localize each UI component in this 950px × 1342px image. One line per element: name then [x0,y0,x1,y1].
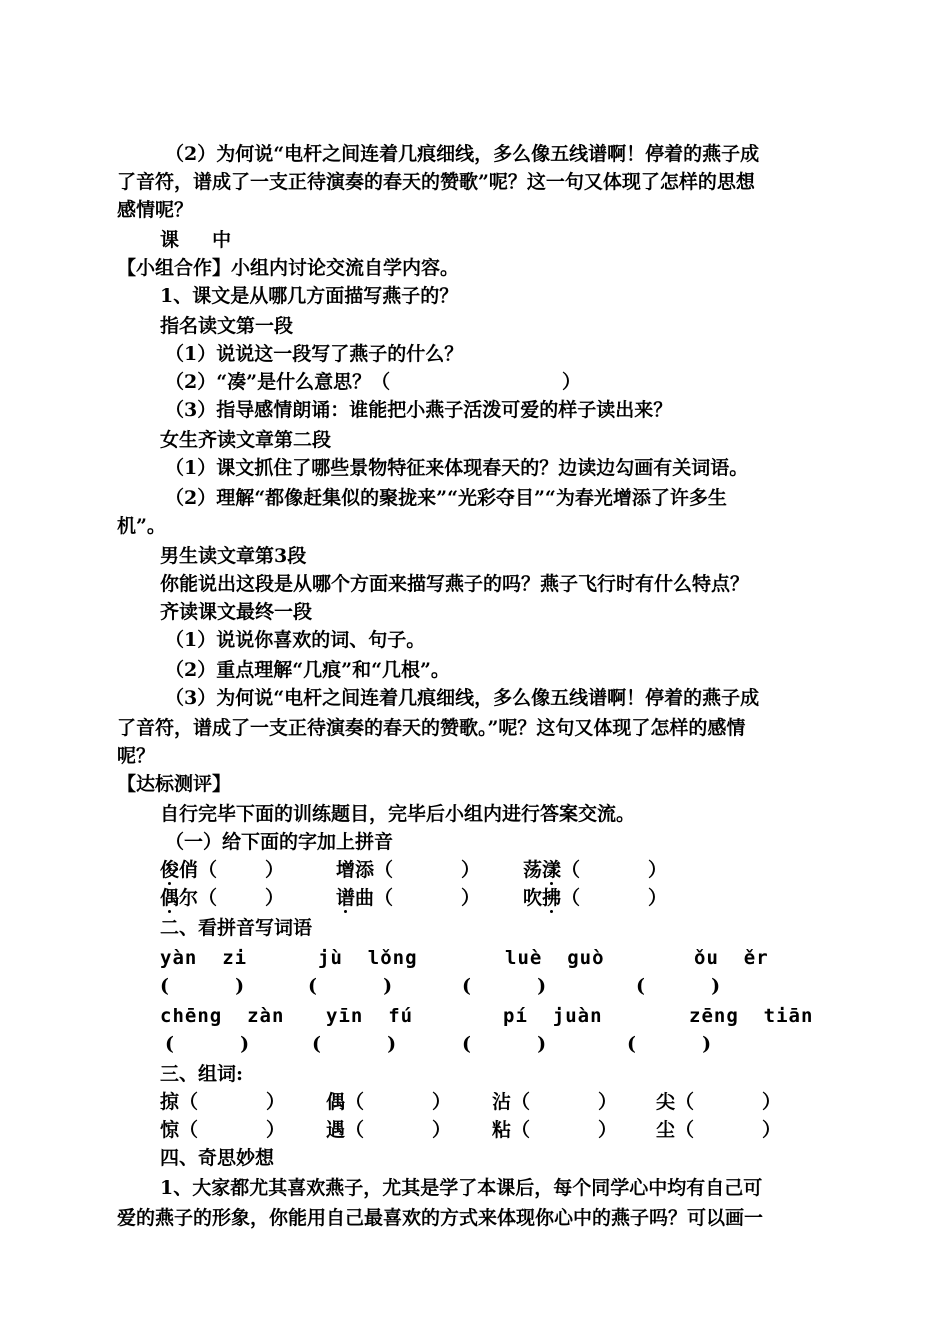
pinyin-word: chēng zàn [160,1005,285,1027]
paren: ） [648,887,668,909]
char: 吹 [523,887,543,909]
section-heading: 三、组词: [160,1063,244,1085]
paren: （ [675,1119,695,1141]
paren: ） [648,859,668,881]
text-line: 1、课文是从哪几方面描写燕子的？ [160,285,459,307]
exercise-item [523,856,667,884]
answer-blank: ( ) [308,975,393,997]
text-line: 机”。 [117,515,166,537]
char: 遇 [326,1119,346,1141]
text-line: 女生齐读文章第二段 [160,429,332,451]
paren: （ [179,1091,199,1113]
text-line: （2）“凑”是什么意思？（ ） [165,371,582,393]
dotted-char: 偶 [160,887,180,909]
text-line: 爱的燕子的形象，你能用自己最喜欢的方式来体现你心中的燕子吗？可以画一 [117,1207,764,1229]
char: 增添 [336,859,375,881]
zuci-item [326,1088,451,1116]
paren: ） [762,1119,782,1141]
answer-blank: ( ) [627,1033,712,1055]
paren: （ [511,1119,531,1141]
exercise-item [523,884,667,912]
zuci-item [160,1088,285,1116]
pinyin-word: yàn zi [160,947,248,969]
text-line: （2）理解“都像赶集似的聚拢来”“光彩夺目”“为春光增添了许多生 [165,487,727,509]
paren: ） [266,1119,286,1141]
char: 尘 [656,1119,676,1141]
paren: （ [561,887,581,909]
answer-blank: ( ) [636,975,721,997]
section-heading: 四、奇思妙想 [160,1147,275,1169]
paren: ） [432,1119,452,1141]
pinyin-word: ǒu ěr [694,947,769,969]
paren: ） [265,887,285,909]
text-line: 了音符，谱成了一支正待演奏的春天的赞歌”呢？这一句又体现了怎样的思想 [117,171,755,193]
zuci-item [326,1116,451,1144]
dotted-char: 漾 [542,859,562,881]
text-line: （3）为何说“电杆之间连着几痕细线，多么像五线谱啊！停着的燕子成 [165,687,760,709]
paren: （ [374,859,394,881]
answer-blank: ( ) [312,1033,397,1055]
char: 惊 [160,1119,180,1141]
paren: （ [179,1119,199,1141]
zuci-item [160,1116,285,1144]
section-heading: 课 中 [160,229,232,251]
text-line: （2）为何说“电杆之间连着几痕细线，多么像五线谱啊！停着的燕子成 [165,143,760,165]
paren: ） [265,859,285,881]
section-heading: 二、看拼音写词语 [160,917,313,939]
paren: ） [598,1091,618,1113]
text-line: （1）课文抓住了哪些景物特征来体现春天的？边读边勾画有关词语。 [165,457,749,479]
answer-blank: ( ) [462,975,547,997]
exercise-item [336,856,480,884]
text-line: 呢？ [117,745,156,767]
char: 掠 [160,1091,180,1113]
char: 偶 [326,1091,346,1113]
paren: ） [432,1091,452,1113]
section-heading: 【达标测评】 [117,773,232,795]
exercise-item [160,856,284,884]
paren: ） [461,887,481,909]
zuci-item [492,1116,617,1144]
answer-blank: ( ) [165,1033,250,1055]
char: 沾 [492,1091,512,1113]
exercise-item [160,884,284,912]
answer-blank: ( ) [160,975,245,997]
section-heading: 【小组合作】小组内讨论交流自学内容。 [117,257,460,279]
paren: （ [345,1119,365,1141]
paren: ） [266,1091,286,1113]
text-line: 自行完毕下面的训练题目，完毕后小组内进行答案交流。 [160,803,636,825]
dotted-char: 谱 [336,887,356,909]
char: 荡 [523,859,543,881]
text-line: 了音符，谱成了一支正待演奏的春天的赞歌。”呢？这句又体现了怎样的感情 [117,717,746,739]
text-line: 男生读文章第3段 [160,545,307,567]
paren: ） [762,1091,782,1113]
paren: （ [345,1091,365,1113]
dotted-char: 俊 [160,859,180,881]
paren: （ [374,887,394,909]
text-line: 感情呢？ [117,199,194,221]
paren: （ [198,887,218,909]
text-line: 你能说出这段是从哪个方面来描写燕子的吗？燕子飞行时有什么特点？ [160,573,750,595]
text-line: （一）给下面的字加上拼音 [165,831,394,853]
paren: （ [675,1091,695,1113]
text-line: （1）说说你喜欢的词、句子。 [165,629,426,651]
zuci-item [656,1116,781,1144]
char: 尖 [656,1091,676,1113]
answer-blank: ( ) [462,1033,547,1055]
text-line: 齐读课文最终一段 [160,601,313,623]
dotted-char: 拂 [542,887,562,909]
pinyin-word: luè guò [505,947,605,969]
char: 尔 [179,887,199,909]
pinyin-word: yīn fú [326,1005,414,1027]
text-line: （3）指导感情朗诵：谁能把小燕子活泼可爱的样子读出来？ [165,399,673,421]
paren: （ [198,859,218,881]
paren: ） [461,859,481,881]
pinyin-word: zēng tiān [689,1005,814,1027]
paren: （ [561,859,581,881]
char: 俏 [179,859,199,881]
char: 粘 [492,1119,512,1141]
paren: ） [598,1119,618,1141]
exercise-item [336,884,480,912]
zuci-item [492,1088,617,1116]
text-line: 1、大家都尤其喜欢燕子，尤其是学了本课后，每个同学心中均有自己可 [160,1177,763,1199]
char: 曲 [355,887,375,909]
text-line: （1）说说这一段写了燕子的什么？ [165,343,464,365]
zuci-item [656,1088,781,1116]
pinyin-word: pí juàn [503,1005,603,1027]
text-line: （2）重点理解“几痕”和“几根”。 [165,659,450,681]
paren: （ [511,1091,531,1113]
text-line: 指名读文第一段 [160,315,294,337]
pinyin-word: jù lǒng [318,947,418,969]
